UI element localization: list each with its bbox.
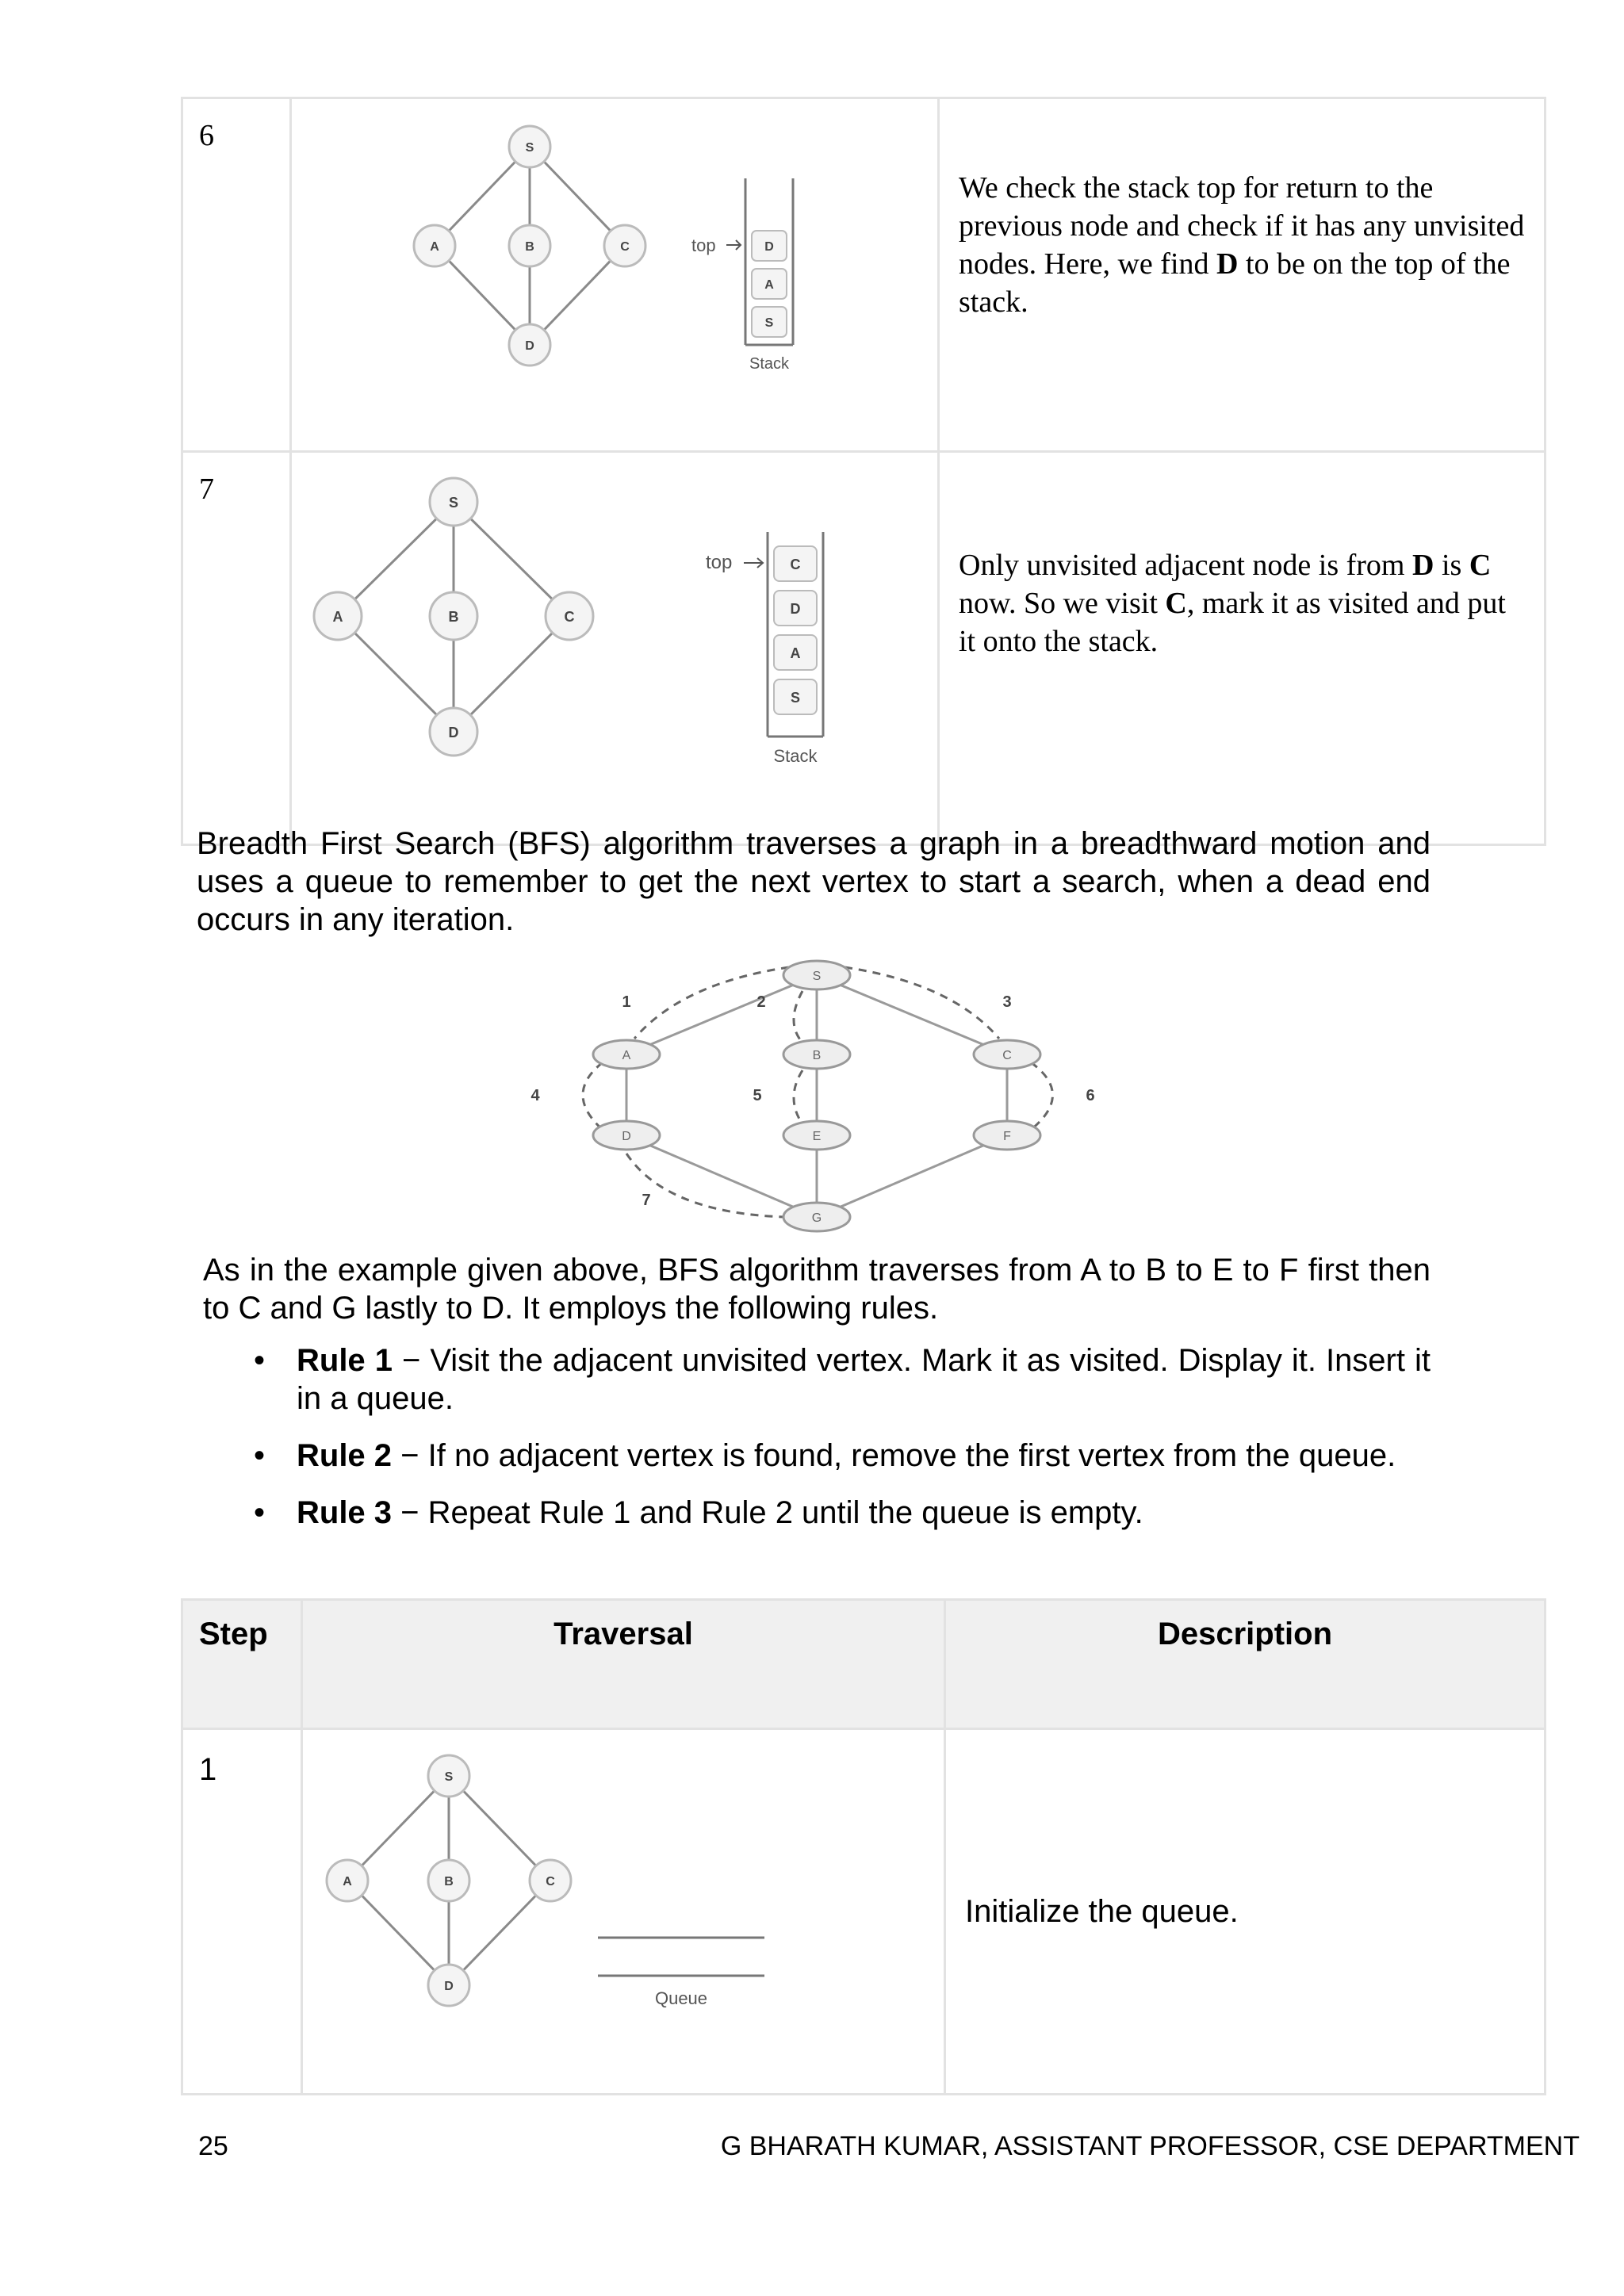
svg-text:S: S [812, 970, 822, 983]
node-b [783, 1040, 850, 1069]
queue-caption: Queue [654, 1988, 708, 2008]
svg-text:A: A [430, 240, 439, 254]
svg-text:B: B [812, 1049, 822, 1062]
stack-top-label: top [691, 235, 716, 255]
list-item [238, 1341, 1431, 1418]
svg-text:C: C [1002, 1049, 1012, 1062]
node-a [593, 1040, 660, 1069]
node-c [546, 592, 593, 640]
svg-text:A: A [622, 1049, 631, 1062]
order-label: 3 [1002, 993, 1012, 1011]
footer-author: G BHARATH KUMAR, ASSISTANT PROFESSOR, CSE DEPARTMENT [720, 2131, 1580, 2161]
svg-text:C: C [564, 609, 575, 625]
step-number: 7 [182, 452, 291, 845]
list-item [238, 1437, 1431, 1475]
stack-item: C [790, 557, 801, 572]
node-c [974, 1040, 1040, 1069]
queue [598, 1938, 764, 2008]
node-c [530, 1860, 571, 1901]
order-label: 7 [642, 1192, 651, 1209]
header-step: Step [182, 1600, 302, 1729]
page-number: 25 [198, 2131, 228, 2161]
svg-text:D: D [525, 339, 534, 353]
stack-item: S [790, 690, 801, 706]
bfs-steps-table [181, 1598, 1546, 2095]
edge [449, 1776, 550, 1881]
description-cell [939, 452, 1545, 845]
edge [817, 1135, 1007, 1217]
step-description: We check the stack top for return to the previous node and check if it has any unvisited nodes. Here, we find D to be on the top of the stack. [959, 171, 1525, 319]
bullet-icon: • [254, 1438, 266, 1473]
node-s [430, 478, 477, 526]
node-b [428, 1860, 469, 1901]
header-description: Description [945, 1600, 1545, 1729]
node-f [974, 1121, 1040, 1150]
stack-item: A [790, 645, 801, 661]
step-number: 6 [182, 98, 291, 452]
svg-text:C: C [546, 1875, 555, 1888]
svg-text:D: D [622, 1130, 631, 1143]
table-row [182, 98, 1545, 452]
traversal-arrow [794, 991, 802, 1043]
header-traversal: Traversal [302, 1600, 945, 1729]
bfs-traversal-diagram [508, 951, 1110, 1237]
edge [626, 1135, 817, 1217]
order-label: 2 [756, 993, 766, 1011]
bfs-intro-paragraph: Breadth First Search (BFS) algorithm traverses a graph in a breadthward motion and uses a queue to remember to get the next vertex to start a search, when a dead end occurs in any iteration. [197, 826, 1431, 937]
node-a [414, 225, 455, 266]
svg-text:A: A [332, 609, 343, 625]
node-b [430, 592, 477, 640]
edge [626, 975, 817, 1054]
bfs-example-paragraph: As in the example given above, BFS algorithm traverses from A to B to E to F first then to C and G lastly to D. It employs the following rules. [203, 1253, 1431, 1326]
table-row [182, 452, 1545, 845]
svg-text:C: C [620, 240, 630, 254]
list-item [238, 1494, 1431, 1532]
node-a [314, 592, 362, 640]
rule-text: − Repeat Rule 1 and Rule 2 until the queue is empty. [392, 1495, 1143, 1530]
node-d [593, 1121, 660, 1150]
node-b [509, 225, 550, 266]
rule-text: − Visit the adjacent unvisited vertex. Mark it as visited. Display it. Insert it in a queue. [297, 1343, 1431, 1416]
svg-text:D: D [448, 725, 459, 740]
stack [706, 532, 823, 766]
traversal-arrow [1031, 1062, 1053, 1130]
svg-text:B: B [444, 1875, 454, 1888]
step-description: Only unvisited adjacent node is from D is C now. So we visit C, mark it as visited and put it onto the stack. [959, 549, 1506, 658]
stack [691, 178, 793, 373]
svg-text:A: A [343, 1875, 352, 1888]
traversal-arrow [794, 1070, 802, 1124]
node-s [783, 961, 850, 989]
order-label: 1 [622, 993, 631, 1011]
traversal-arrow [583, 1062, 603, 1130]
svg-text:S: S [444, 1770, 454, 1784]
rule-label: Rule 2 [297, 1438, 393, 1473]
stack-top-label: top [706, 552, 733, 573]
step-number: 1 [182, 1729, 302, 2095]
table-row [182, 1729, 1545, 2095]
bfs-rules-list [238, 1341, 1431, 1551]
stack-item: D [764, 240, 774, 254]
svg-text:F: F [1003, 1130, 1011, 1143]
svg-text:S: S [448, 495, 459, 511]
traversal-cell [291, 452, 939, 845]
svg-text:G: G [811, 1211, 822, 1225]
node-d [509, 324, 550, 365]
node-s [509, 126, 550, 167]
node-s [428, 1755, 469, 1797]
traversal-arrow [634, 967, 789, 1039]
traversal-arrow [845, 967, 999, 1039]
rule-label: Rule 3 [297, 1495, 393, 1530]
bullet-icon: • [254, 1343, 266, 1378]
stack-caption: Stack [773, 746, 818, 766]
bullet-icon: • [254, 1495, 266, 1530]
table-header-row [182, 1600, 1545, 1729]
node-d [430, 708, 477, 756]
node-c [604, 225, 645, 266]
node-e [783, 1121, 850, 1150]
traversal-cell [302, 1729, 945, 2095]
svg-text:E: E [812, 1130, 822, 1143]
svg-text:D: D [444, 1980, 454, 1993]
stack-caption: Stack [749, 355, 790, 373]
traversal-cell [291, 98, 939, 452]
order-label: 4 [530, 1087, 540, 1104]
rule-text: − If no adjacent vertex is found, remove the first vertex from the queue. [392, 1438, 1396, 1473]
bfs-step1-diagram [303, 1730, 944, 2071]
rule-label: Rule 1 [297, 1343, 393, 1378]
order-label: 6 [1086, 1087, 1095, 1104]
svg-text:S: S [525, 141, 534, 155]
node-d [428, 1965, 469, 2006]
edge [817, 975, 1007, 1054]
node-g [783, 1203, 850, 1231]
edge [347, 1776, 449, 1881]
step-description: Initialize the queue. [945, 1729, 1545, 2095]
dfs-step7-diagram [292, 453, 937, 825]
stack-item: A [764, 278, 774, 292]
edge [347, 1881, 449, 1985]
node-a [327, 1860, 368, 1901]
edge [449, 1881, 550, 1985]
stack-item: D [790, 601, 801, 617]
svg-text:B: B [525, 240, 534, 254]
order-label: 5 [753, 1087, 762, 1104]
stack-item: S [764, 316, 774, 330]
description-cell [939, 98, 1545, 452]
svg-text:B: B [448, 609, 459, 625]
dfs-step6-diagram [292, 99, 937, 431]
dfs-steps-table [181, 97, 1546, 846]
